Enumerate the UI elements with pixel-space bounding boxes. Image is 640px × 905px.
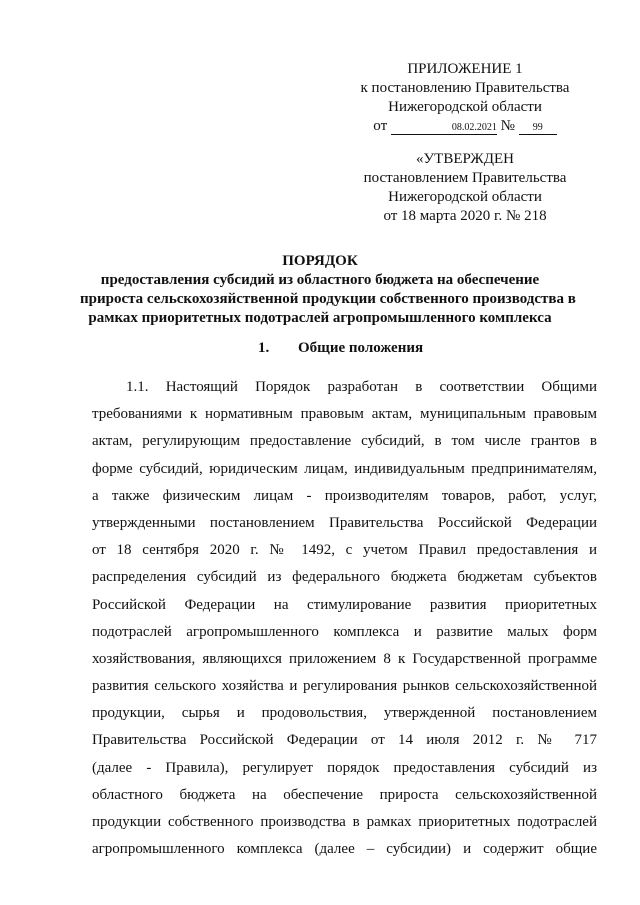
approved-line-2: постановлением Правительства [363, 170, 567, 186]
annex-title: ПРИЛОЖЕНИЕ 1 [407, 61, 523, 77]
title-line-2: прироста сельскохозяйственной продукции собственного производства в [80, 291, 576, 307]
body-line: требованиями к нормативным правовым актам, муниципальным правовым [92, 406, 597, 423]
body-line: Российской Федерации на стимулирование развития приоритетных [92, 596, 597, 613]
body-line: а также физическим лицам - производителям товаров, работ, услуг, [92, 487, 597, 504]
annex-date-value: 08.02.2021 [391, 122, 497, 135]
body-line: актам, регулирующим предоставление субсидий, в том числе грантов в [92, 433, 597, 450]
body-line: продукции собственного производства в рамках приоритетных подотраслей [92, 814, 597, 830]
annex-line-3: Нижегородской области [388, 99, 542, 115]
body-line: хозяйствования, являющихся приложением 8 к Государственной программе [92, 650, 597, 667]
body-line: форме субсидий, юридическим лицам, индивидуальным предпринимателям, [92, 460, 597, 477]
annex-number-sign: № [500, 118, 515, 134]
annex-number-value: 99 [519, 122, 557, 135]
approved-line-1: «УТВЕРЖДЕН [416, 151, 514, 167]
section-name: Общие положения [298, 340, 424, 356]
body-line: Правительства Российской Федерации от 14 июля 2012 г. № 717 [92, 732, 597, 749]
approved-block [330, 150, 600, 226]
body-line: от 18 сентября 2020 г. № 1492, с учетом Правил предоставления и [92, 542, 597, 559]
title-line-3: рамках приоритетных подотраслей агропромышленного комплекса [88, 310, 552, 326]
body-line: развития сельского хозяйства и регулирования рынков сельскохозяйственной [92, 678, 597, 695]
body-line: 1.1. Настоящий Порядок разработан в соответствии Общими [126, 379, 597, 395]
body-text [92, 374, 597, 863]
annex-block [340, 60, 590, 136]
approved-line-4: от 18 марта 2020 г. № 218 [383, 208, 547, 224]
title-heading: ПОРЯДОК [282, 253, 358, 269]
body-line: утвержденными постановлением Правительства Российской Федерации [92, 514, 597, 531]
body-line: (далее - Правила), регулирует порядок предоставления субсидий из [92, 759, 597, 776]
body-line: продукции, сырья и продовольствия, утвержденной постановлением [92, 705, 597, 722]
approved-line-3: Нижегородской области [388, 189, 542, 205]
body-line: распределения субсидий из федерального бюджета бюджетам субъектов [92, 569, 597, 586]
title-line-1: предоставления субсидий из областного бюджета на обеспечение [100, 272, 540, 288]
annex-date-prefix: от [373, 118, 388, 134]
body-line: подотраслей агропромышленного комплекса и развитие малых форм [92, 623, 597, 640]
section-number: 1. [258, 340, 270, 356]
document-title [80, 252, 576, 328]
annex-line-2: к постановлению Правительства [360, 80, 570, 96]
body-line: агропромышленного комплекса (далее – субсидии) и содержит общие [92, 841, 597, 858]
body-line: областного бюджета на обеспечение прироста сельскохозяйственной [92, 786, 597, 803]
annex-date-line [340, 117, 590, 136]
